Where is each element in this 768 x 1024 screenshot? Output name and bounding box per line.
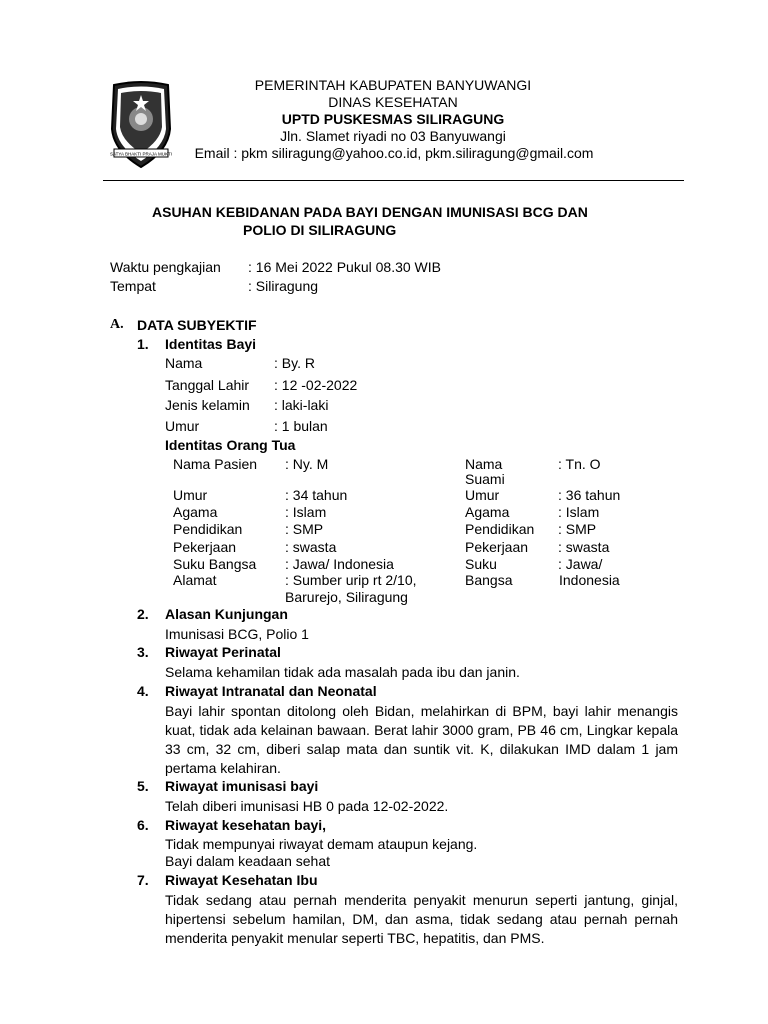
tempat-value: : Siliragung [248, 278, 319, 294]
item-text: Telah diberi imunisasi HB 0 pada 12-02-2022. [165, 798, 449, 814]
suami-value-cont: Indonesia [559, 572, 620, 588]
item-number: 5. [137, 778, 149, 794]
suami-value: : 36 tahun [558, 487, 621, 503]
bayi-label: Tanggal Lahir [165, 377, 250, 393]
ibu-alamat-cont: Barurejo, Siliragung [285, 589, 408, 605]
item-paragraph: Tidak sedang atau pernah menderita penyakit menurun seperti jantung, ginjal, hipertensi sebelum hamilan, DM, dan asma, tidak sedang atau pernah pernah menderita penyakit menular seperti TBC, hepatitis, dan PMS. [165, 892, 678, 946]
section-title: DATA SUBYEKTIF [137, 317, 257, 333]
suami-value: : Jawa/ [558, 556, 603, 572]
suami-value: : Islam [558, 504, 600, 520]
header-puskesmas: UPTD PUSKESMAS SILIRAGUNG [281, 111, 505, 127]
item-paragraph: Bayi lahir spontan ditolong oleh Bidan, melahirkan di BPM, bayi lahir menangis kuat, tidak ada kelainan bawaan. Berat lahir 3000 gram, PB 46 cm, Lingkar kepala 33 cm, 32 cm, diberi salap mata dan suntik vit. K, dilakukan IMD dalam 1 jam pertama kelahiran. [165, 703, 678, 776]
item-heading: Riwayat Intranatal dan Neonatal [165, 683, 377, 699]
ibu-label: Pekerjaan [173, 539, 237, 555]
item-heading: Riwayat kesehatan bayi, [165, 817, 327, 833]
seal-motto: SATYA BHAKTI PRAJA MUKTI [109, 151, 173, 157]
identitas-bayi-heading: Identitas Bayi [165, 336, 257, 352]
document-title-line1: ASUHAN KEBIDANAN PADA BAYI DENGAN IMUNISASI BCG DAN [152, 204, 588, 220]
ibu-label: Nama Pasien [173, 456, 258, 472]
item-text: Imunisasi BCG, Polio 1 [165, 626, 309, 642]
ibu-label: Alamat [173, 572, 217, 588]
item-heading: Riwayat imunisasi bayi [165, 778, 319, 794]
ibu-label: Umur [173, 487, 208, 503]
document-title-line2: POLIO DI SILIRAGUNG [243, 222, 397, 238]
suami-label: Agama [465, 504, 510, 520]
ibu-value: : swasta [285, 539, 337, 555]
ibu-label: Agama [173, 504, 218, 520]
tempat-label: Tempat [110, 278, 156, 294]
bayi-value: : 1 bulan [274, 418, 328, 434]
ibu-value: : 34 tahun [285, 487, 348, 503]
suami-label: Pekerjaan [465, 539, 529, 555]
bayi-label: Jenis kelamin [165, 397, 250, 413]
suami-value: : SMP [558, 521, 597, 537]
ibu-label: Suku Bangsa [173, 556, 257, 572]
item-heading: Alasan Kunjungan [165, 606, 288, 622]
waktu-value: : 16 Mei 2022 Pukul 08.30 WIB [248, 259, 441, 275]
ibu-value: : Jawa/ Indonesia [285, 556, 394, 572]
ibu-value: : SMP [285, 521, 324, 537]
bayi-label: Umur [165, 418, 200, 434]
item-number: 2. [137, 606, 149, 622]
item-number: 3. [137, 644, 149, 660]
header-email: Email : pkm siliragung@yahoo.co.id, pkm.siliragung@gmail.com [194, 145, 594, 161]
item-number: 6. [137, 817, 149, 833]
header-address: Jln. Slamet riyadi no 03 Banyuwangi [280, 128, 506, 144]
identitas-ortu-heading: Identitas Orang Tua [165, 437, 296, 453]
suami-value: : swasta [558, 539, 610, 555]
bayi-value: : 12 -02-2022 [274, 377, 358, 393]
ibu-label: Pendidikan [173, 521, 243, 537]
ibu-value: : Islam [285, 504, 327, 520]
item-heading: Riwayat Kesehatan Ibu [165, 872, 318, 888]
suami-value: : Tn. O [558, 456, 601, 472]
section-marker: A. [110, 317, 124, 332]
suami-label: Nama [465, 456, 503, 472]
item-number: 7. [137, 872, 149, 888]
suami-label-cont: Suami [465, 471, 505, 487]
waktu-label: Waktu pengkajian [110, 259, 221, 275]
item-text: Tidak mempunyai riwayat demam ataupun kejang. [165, 836, 478, 852]
suami-label: Pendidikan [465, 521, 535, 537]
bayi-value: : By. R [274, 355, 315, 371]
suami-label: Umur [465, 487, 500, 503]
header-department: DINAS KESEHATAN [328, 94, 458, 110]
item-heading: Riwayat Perinatal [165, 644, 281, 660]
item-number: 1. [137, 336, 149, 352]
item-text: Selama kehamilan tidak ada masalah pada ibu dan janin. [165, 664, 520, 680]
ibu-value: : Ny. M [285, 456, 329, 472]
header-government: PEMERINTAH KABUPATEN BANYUWANGI [254, 77, 532, 93]
bayi-value: : laki-laki [274, 397, 329, 413]
ibu-value: : Sumber urip rt 2/10, [285, 572, 417, 588]
suami-label: Suku [465, 556, 497, 572]
header-divider [103, 180, 684, 181]
suami-label-cont: Bangsa [465, 572, 513, 588]
item-text: Bayi dalam keadaan sehat [165, 853, 330, 869]
item-number: 4. [137, 683, 149, 699]
bayi-label: Nama [165, 355, 203, 371]
